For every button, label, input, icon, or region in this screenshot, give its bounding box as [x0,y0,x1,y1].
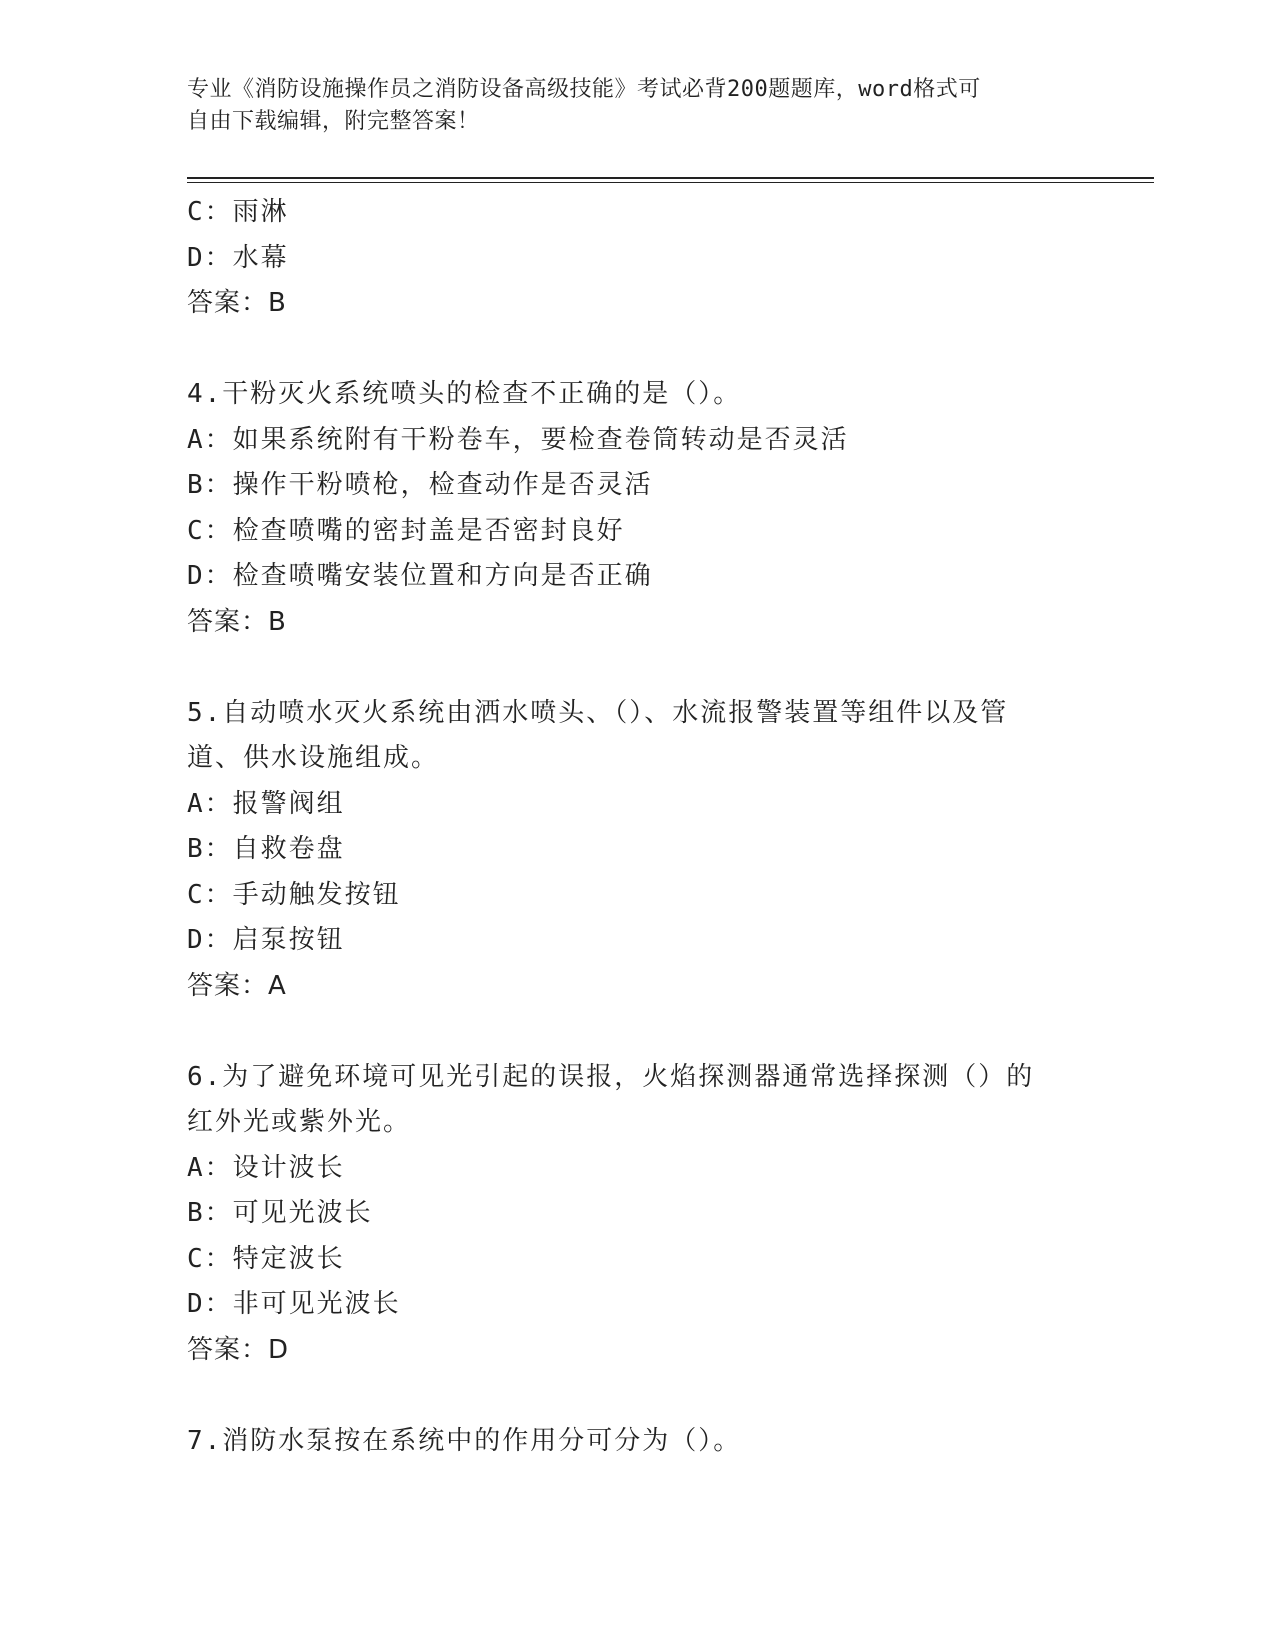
option-c: C：检查喷嘴的密封盖是否密封良好 [187,515,625,546]
question-text-line-2: 道、供水设施组成。 [187,743,440,773]
question-4 [187,372,1147,645]
question-text: 7.消防水泵按在系统中的作用分可分为（）。 [187,1425,742,1456]
option-c: C：手动触发按钮 [187,879,401,910]
answer-line: 答案：B [187,606,287,637]
header-title-line-2: 自由下载编辑，附完整答案！ [187,109,480,134]
header-divider [187,177,1154,183]
answer-line: 答案：D [187,1334,290,1365]
option-b: B：可见光波长 [187,1198,373,1228]
header-title-line-1: 专业《消防设施操作员之消防设备高级技能》考试必背200题题库，word格式可 [187,77,981,102]
option-d: D：水幕 [187,242,289,273]
answer-line: 答案：B [187,288,287,318]
question-text-line-1: 5.自动喷水灭火系统由洒水喷头、（）、水流报警装置等组件以及管 [187,697,1009,728]
question-text-line-2: 红外光或紫外光。 [187,1107,412,1137]
option-c: C：特定波长 [187,1243,345,1274]
document-header [187,74,1087,138]
option-a: A：如果系统附有干粉卷车，要检查卷筒转动是否灵活 [187,424,849,455]
option-c: C：雨淋 [187,197,289,227]
option-d: D：启泵按钮 [187,925,345,955]
option-b: B：操作干粉喷枪，检查动作是否灵活 [187,470,653,500]
option-a: A：报警阀组 [187,788,345,819]
question-text: 4.干粉灭火系统喷头的检查不正确的是（）。 [187,379,742,409]
question-5 [187,691,1147,1010]
question-3-continuation [187,190,1147,327]
option-d: D：非可见光波长 [187,1289,401,1319]
question-7 [187,1419,1147,1465]
document-body [187,190,1147,1464]
option-d: D：检查喷嘴安装位置和方向是否正确 [187,561,653,591]
question-text-line-1: 6.为了避免环境可见光引起的误报，火焰探测器通常选择探测（）的 [187,1061,1035,1092]
option-b: B：自救卷盘 [187,834,345,864]
question-6 [187,1055,1147,1374]
answer-line: 答案：A [187,970,287,1001]
option-a: A：设计波长 [187,1152,345,1183]
